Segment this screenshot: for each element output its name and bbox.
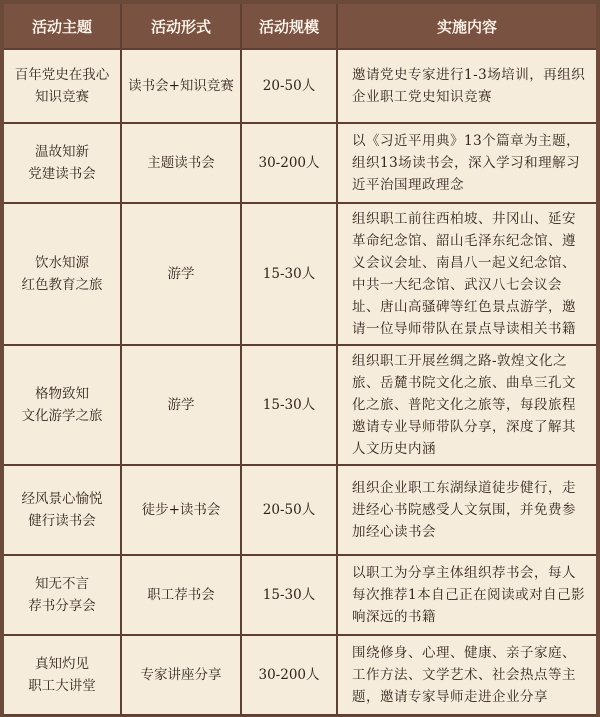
table-row (4, 50, 596, 124)
cell-scale: 15-30人 (242, 346, 338, 466)
cell-form: 徒步+读书会 (122, 466, 242, 556)
header-form: 活动形式 (122, 4, 242, 50)
table-row (4, 124, 596, 204)
table-row (4, 204, 596, 346)
cell-content: 邀请党史专家进行1-3场培训，再组织企业职工党史知识竞赛 (338, 50, 596, 124)
cell-theme: 经风景心愉悦 健行读书会 (4, 466, 122, 556)
cell-content: 组织企业职工东湖绿道徒步健行，走进经心书院感受人文氛围，并免费参加经心读书会 (338, 466, 596, 556)
header-theme: 活动主题 (4, 4, 122, 50)
cell-form: 主题读书会 (122, 124, 242, 204)
cell-form: 游学 (122, 204, 242, 346)
cell-theme: 温故知新 党建读书会 (4, 124, 122, 204)
cell-form: 职工荐书会 (122, 556, 242, 636)
table-row (4, 556, 596, 636)
cell-content: 围绕修身、心理、健康、亲子家庭、工作方法、文学艺术、社会热点等主题，邀请专家导师走进企业分享 (338, 636, 596, 716)
cell-theme: 饮水知源 红色教育之旅 (4, 204, 122, 346)
cell-scale: 30-200人 (242, 636, 338, 716)
table-row (4, 346, 596, 466)
table-row (4, 466, 596, 556)
activity-table (4, 4, 596, 716)
header-content: 实施内容 (338, 4, 596, 50)
cell-scale: 15-30人 (242, 556, 338, 636)
cell-scale: 15-30人 (242, 204, 338, 346)
cell-scale: 30-200人 (242, 124, 338, 204)
cell-content: 以职工为分享主体组织荐书会，每人每次推荐1本自己正在阅读或对自己影响深远的书籍 (338, 556, 596, 636)
cell-content: 组织职工开展丝绸之路-敦煌文化之旅、岳麓书院文化之旅、曲阜三孔文化之旅、普陀文化之旅等，每段旅程邀请专业导师带队分享，深度了解其人文历史内涵 (338, 346, 596, 466)
cell-theme: 格物致知 文化游学之旅 (4, 346, 122, 466)
cell-scale: 20-50人 (242, 466, 338, 556)
cell-form: 读书会+知识竞赛 (122, 50, 242, 124)
cell-content: 以《习近平用典》13个篇章为主题，组织13场读书会，深入学习和理解习近平治国理政理念 (338, 124, 596, 204)
cell-theme: 知无不言 荐书分享会 (4, 556, 122, 636)
header-scale: 活动规模 (242, 4, 338, 50)
cell-theme: 百年党史在我心 知识竞赛 (4, 50, 122, 124)
cell-theme: 真知灼见 职工大讲堂 (4, 636, 122, 716)
table-row (4, 636, 596, 716)
cell-scale: 20-50人 (242, 50, 338, 124)
table-header-row (4, 4, 596, 50)
cell-form: 专家讲座分享 (122, 636, 242, 716)
cell-content: 组织职工前往西柏坡、井冈山、延安革命纪念馆、韶山毛泽东纪念馆、遵义会议会址、南昌八一起义纪念馆、中共一大纪念馆、武汉八七会议会址、唐山高骚碑等红色景点游学，邀请一位导师带队在景点导读相关书籍 (338, 204, 596, 346)
cell-form: 游学 (122, 346, 242, 466)
